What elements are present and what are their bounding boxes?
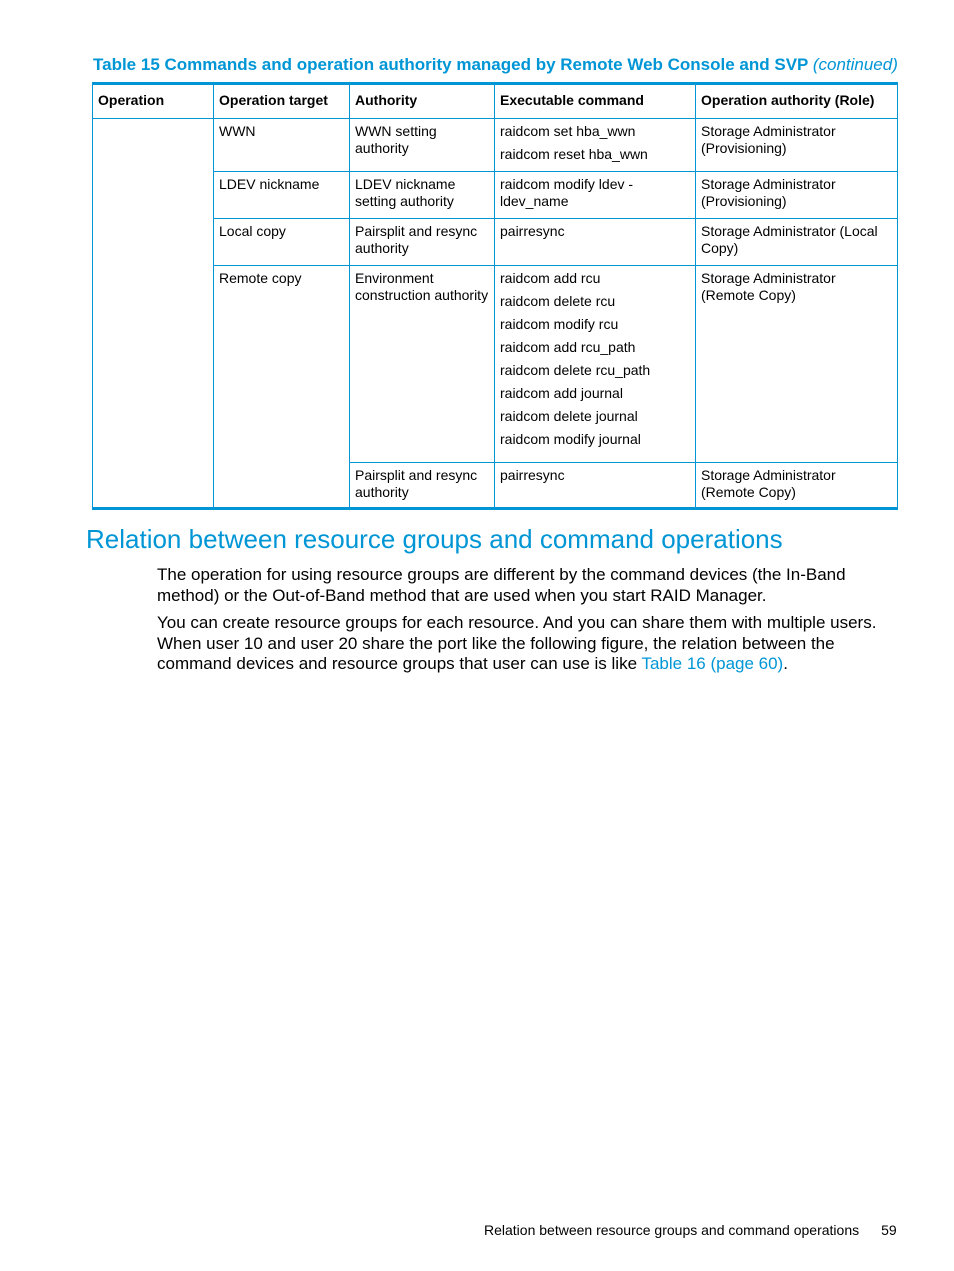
authority-cell: Pairsplit and resync authority bbox=[350, 463, 495, 509]
command: raidcom modify ldev -ldev_name bbox=[500, 176, 634, 209]
paragraph: The operation for using resource groups are different by the command devices (the In-Band method) or the Out-of-Band method that are used when you start RAID Manager. bbox=[157, 565, 846, 605]
table-row bbox=[93, 172, 898, 219]
commands-table bbox=[92, 82, 898, 510]
paragraph bbox=[157, 613, 902, 675]
paragraph-end: . bbox=[783, 654, 788, 673]
table-caption-title: Table 15 Commands and operation authority managed by Remote Web Console and SVP bbox=[93, 55, 809, 74]
paragraph-text: You can create resource groups for each resource. And you can share them with multiple users. When user 10 and user 20 share the port like the following figure, the relation between the command devices and resource groups that user can use is like bbox=[157, 613, 877, 673]
role-cell: Storage Administrator (Local Copy) bbox=[696, 219, 898, 266]
role-cell: Storage Administrator (Provisioning) bbox=[696, 172, 898, 219]
section-heading: Relation between resource groups and command operations bbox=[86, 524, 783, 554]
command-cell bbox=[495, 463, 696, 509]
target-cell: WWN bbox=[214, 119, 350, 172]
header-operation-authority: Operation authority (Role) bbox=[696, 84, 898, 119]
command-cell bbox=[495, 119, 696, 172]
command: raidcom delete rcu bbox=[500, 293, 616, 309]
operation-cell bbox=[93, 119, 214, 509]
header-executable-command: Executable command bbox=[495, 84, 696, 119]
command: raidcom add rcu_path bbox=[500, 339, 636, 355]
table-row bbox=[93, 266, 898, 463]
authority-cell: Environment construction authority bbox=[350, 266, 495, 463]
role-cell: Storage Administrator (Remote Copy) bbox=[696, 266, 898, 463]
command-cell bbox=[495, 172, 696, 219]
authority-cell: WWN setting authority bbox=[350, 119, 495, 172]
table-header-row bbox=[93, 84, 898, 119]
target-cell: Local copy bbox=[214, 219, 350, 266]
table-caption bbox=[93, 55, 898, 75]
command: raidcom add rcu bbox=[500, 270, 601, 286]
command: raidcom set hba_wwn bbox=[500, 123, 636, 139]
command-cell bbox=[495, 266, 696, 463]
table-row bbox=[93, 219, 898, 266]
command: pairresync bbox=[500, 467, 565, 483]
authority-cell: Pairsplit and resync authority bbox=[350, 219, 495, 266]
header-operation: Operation bbox=[93, 84, 214, 119]
footer-text: Relation between resource groups and command operations bbox=[484, 1222, 860, 1238]
command: raidcom delete rcu_path bbox=[500, 362, 651, 378]
page-number: 59 bbox=[881, 1222, 897, 1238]
command: raidcom delete journal bbox=[500, 408, 638, 424]
target-cell: Remote copy bbox=[214, 266, 350, 509]
command: pairresync bbox=[500, 223, 565, 239]
role-cell: Storage Administrator (Remote Copy) bbox=[696, 463, 898, 509]
page-footer bbox=[484, 1222, 897, 1238]
header-authority: Authority bbox=[350, 84, 495, 119]
command: raidcom modify journal bbox=[500, 431, 641, 447]
command-cell bbox=[495, 219, 696, 266]
table-16-link[interactable]: Table 16 (page 60) bbox=[641, 654, 784, 673]
command: raidcom add journal bbox=[500, 385, 623, 401]
role-cell: Storage Administrator (Provisioning) bbox=[696, 119, 898, 172]
command: raidcom modify rcu bbox=[500, 316, 619, 332]
target-cell: LDEV nickname bbox=[214, 172, 350, 219]
authority-cell: LDEV nickname setting authority bbox=[350, 172, 495, 219]
header-operation-target: Operation target bbox=[214, 84, 350, 119]
table-row bbox=[93, 119, 898, 172]
table-caption-continued: (continued) bbox=[812, 55, 898, 74]
command: raidcom reset hba_wwn bbox=[500, 146, 648, 162]
